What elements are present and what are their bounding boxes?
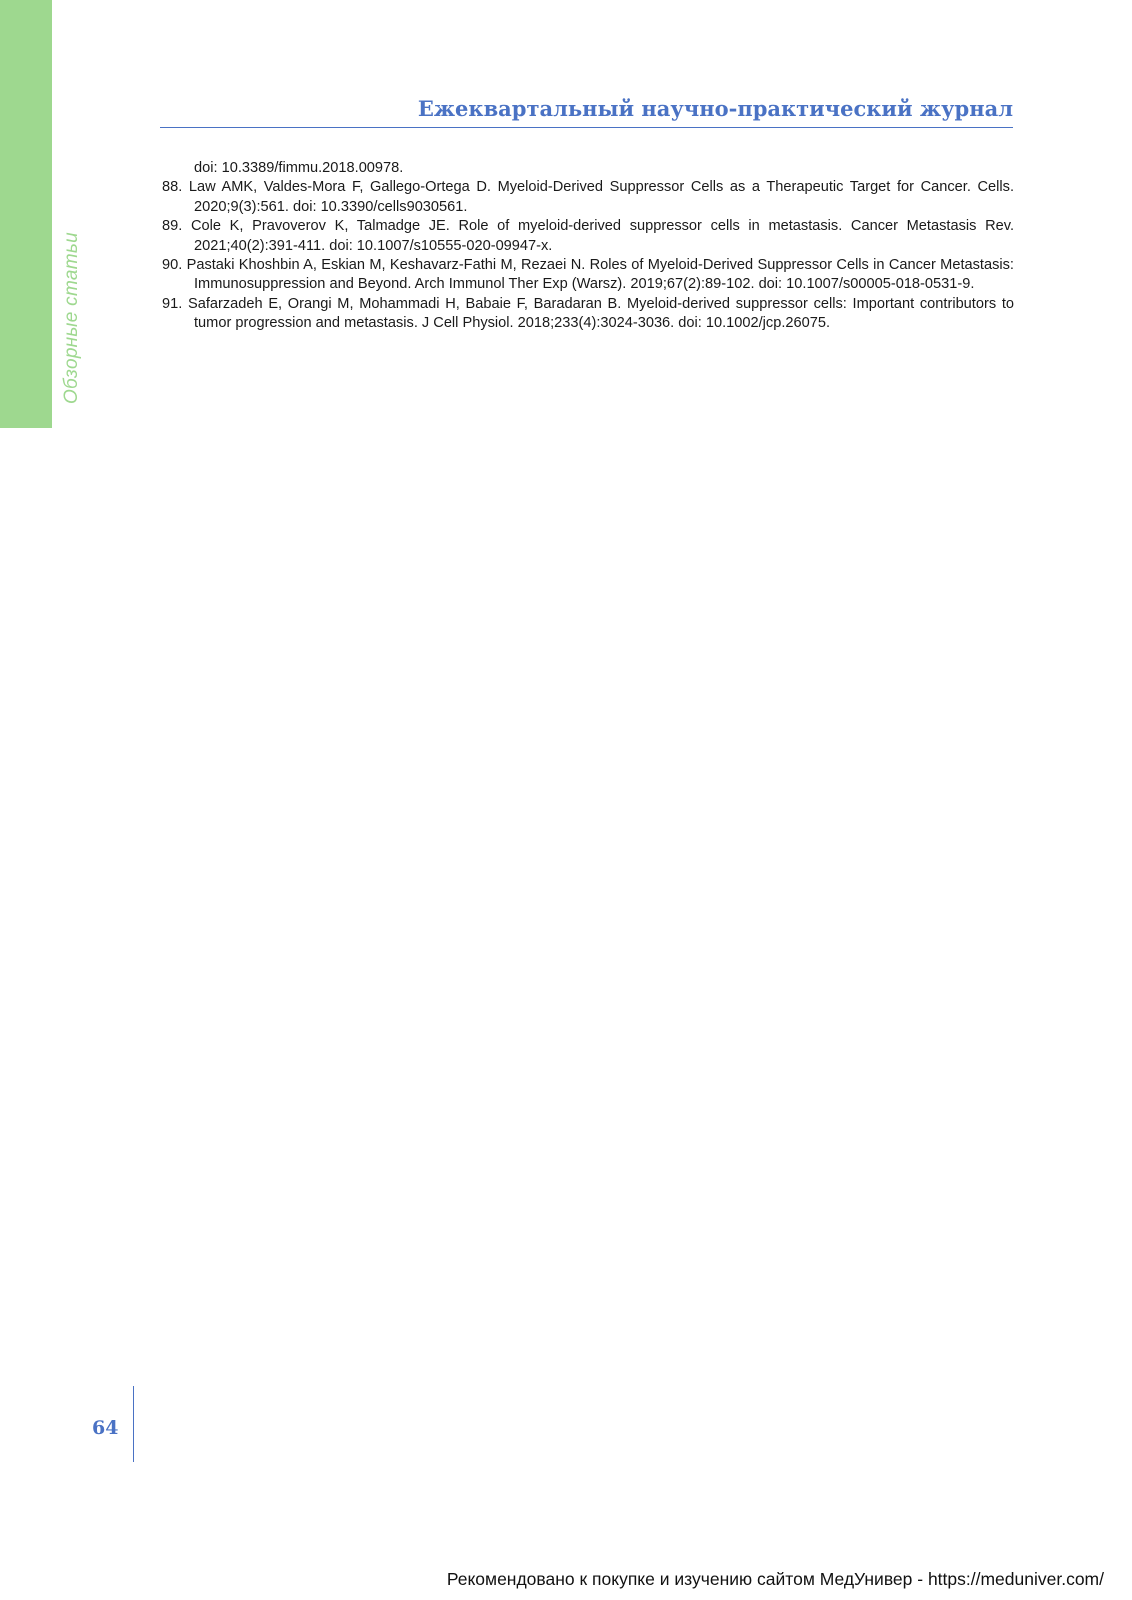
reference-item-90: 90. Pastaki Khoshbin A, Eskian M, Keshavarz-Fathi M, Rezaei N. Roles of Myeloid-Derived Suppressor Cells in Cancer Metastasis: Immunosuppression and Beyond. Arch Immunol Ther Exp (Warsz). 2019;67(2):89-102. doi: 10.1007/s00005-018-0531-9. bbox=[162, 257, 1014, 293]
page-number: 64 bbox=[92, 1417, 119, 1439]
reference-item-88: 88. Law AMK, Valdes-Mora F, Gallego-Ortega D. Myeloid-Derived Suppressor Cells as a Therapeutic Target for Cancer. Cells. 2020;9(3):561. doi: 10.3390/cells9030561. bbox=[162, 179, 1014, 215]
page-number-divider bbox=[133, 1386, 134, 1462]
header-divider bbox=[160, 127, 1013, 128]
footer-note: Рекомендовано к покупке и изучению сайтом МедУнивер - https://meduniver.com/ bbox=[446, 1569, 1104, 1589]
section-side-bar bbox=[0, 0, 52, 428]
reference-continuation: doi: 10.3389/fimmu.2018.00978. bbox=[194, 160, 404, 176]
reference-list bbox=[162, 159, 1014, 334]
reference-item-91: 91. Safarzadeh E, Orangi M, Mohammadi H, Babaie F, Baradaran B. Myeloid-derived suppressor cells: Important contributors to tumor progression and metastasis. J Cell Physiol. 2018;233(4):3024-3036. doi: 10.1002/jcp.26075. bbox=[162, 295, 1014, 332]
reference-item-89: 89. Cole K, Pravoverov K, Talmadge JE. Role of myeloid-derived suppressor cells in metastasis. Cancer Metastasis Rev. 2021;40(2):391-411. doi: 10.1007/s10555-020-09947-x. bbox=[162, 218, 1014, 254]
section-label: Обзорные статьи bbox=[61, 231, 82, 405]
journal-title: Ежеквартальный научно-практический журнал bbox=[417, 96, 1013, 121]
